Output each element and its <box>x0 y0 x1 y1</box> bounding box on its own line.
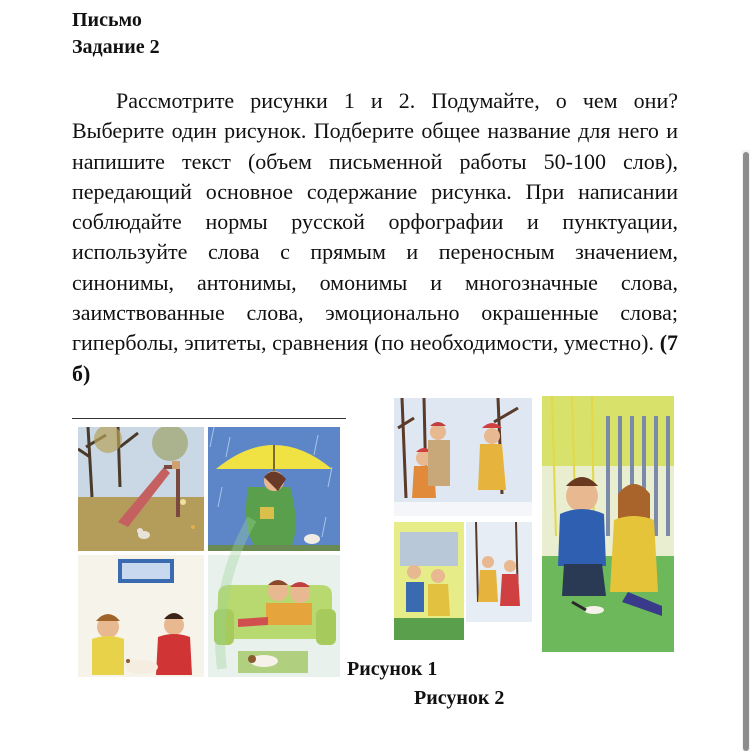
watermark-mark <box>192 509 272 679</box>
panel-children-on-bench <box>394 522 464 640</box>
panel-winter-walk <box>466 522 532 640</box>
points-label: (7 б) <box>72 330 679 386</box>
figure-1-illustration <box>72 418 346 681</box>
scrollbar-thumb[interactable] <box>743 152 749 751</box>
panel-children-in-park <box>542 396 674 652</box>
figure-1-caption: Рисунок 1 <box>347 658 438 680</box>
panel-girls-with-puppy <box>78 555 204 677</box>
task-title: Задание 2 <box>72 36 160 58</box>
task-text: Рассмотрите рисунки 1 и 2. Подумайте, о чем они? Выберите один рисунок. Подберите общее название для него и напишите текст (объем письменной работы 50-100 слов), передающий основное содержание рисунка. При написании соблюдайте нормы русской орфографии и пунктуации, используйте слова с прямым и переносным значением, синонимы, антонимы, омонимы и многозначные слова, заимствованные слова, эмоционально окрашенные слова; гиперболы, эпитеты, сравнения (по необходимости, уместно). <box>72 88 678 356</box>
section-title: Письмо <box>72 9 142 31</box>
figure-2-illustration <box>392 396 676 658</box>
panel-autumn-playground <box>78 427 204 551</box>
task-paragraph <box>72 86 678 389</box>
panel-winter-children <box>394 398 532 516</box>
figure-2-caption: Рисунок 2 <box>414 687 505 709</box>
